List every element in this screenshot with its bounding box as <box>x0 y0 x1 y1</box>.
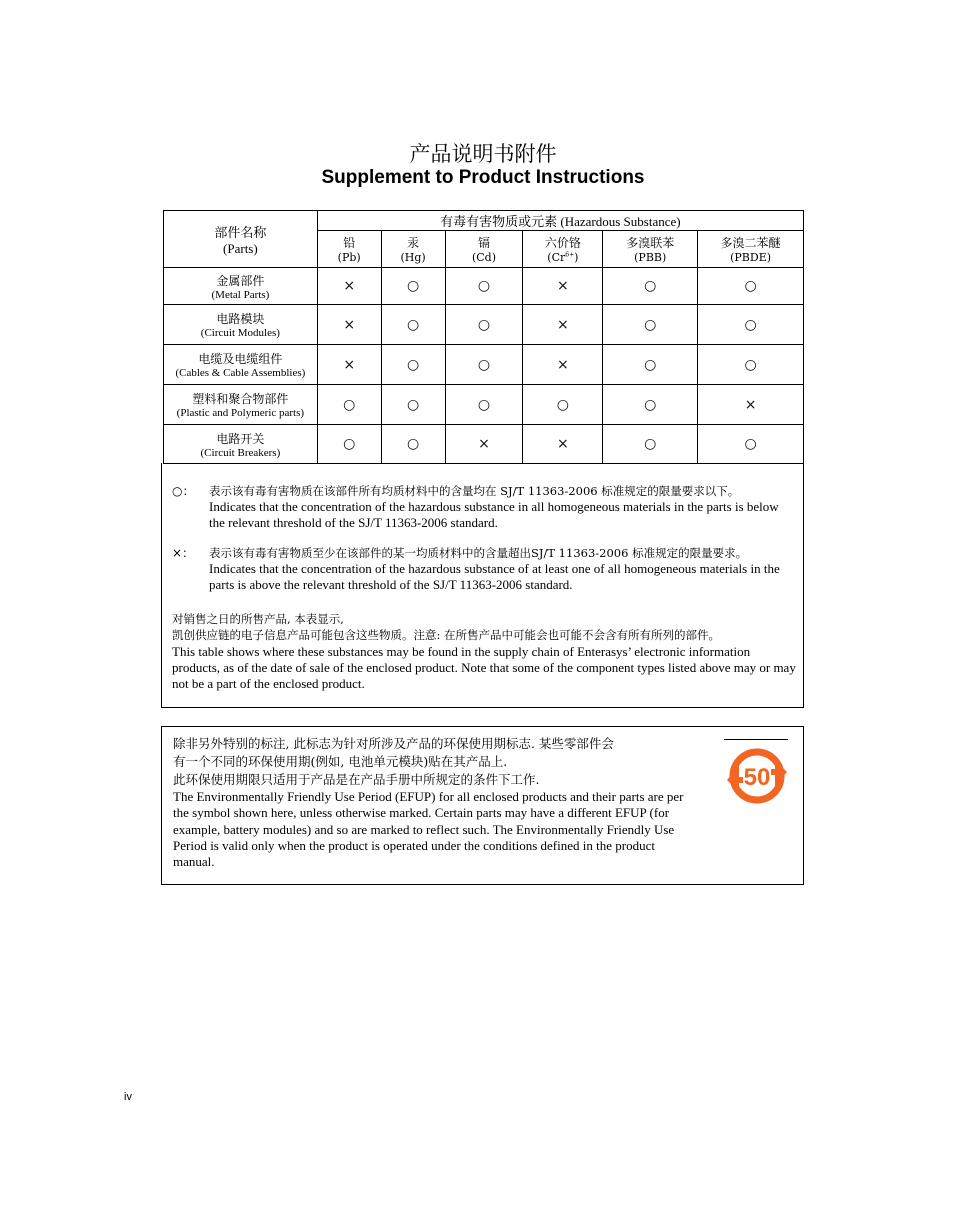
substance-cn: 镉 <box>477 236 490 250</box>
substance-status-cell: ○ <box>445 305 523 345</box>
table-row <box>164 425 804 464</box>
cross-note-cn: 表示该有毒有害物质至少在该部件的某一均质材料中的含量超出SJ/T 11363-2006 标准规定的限量要求。 <box>209 546 748 560</box>
substance-symbol: (PBDE) <box>730 251 772 264</box>
substance-status-cell: ○ <box>698 345 804 385</box>
substance-status-cell: × <box>445 425 523 464</box>
efup-logo-number: 50 <box>743 764 771 791</box>
substance-status-cell: ○ <box>381 425 445 464</box>
part-name-cn: 金属部件 <box>216 273 265 288</box>
efup-cn-2: 有一个不同的环保使用期(例如, 电池单元模块)贴在其产品上. <box>173 754 508 769</box>
substance-cn: 铅 <box>343 236 356 250</box>
substance-status-cell: ○ <box>603 425 698 464</box>
substance-status-cell: ○ <box>603 385 698 425</box>
substance-symbol: $(Cr^{6+})$ <box>547 251 579 264</box>
substance-status-cell: × <box>317 268 381 305</box>
substance-status-cell: ○ <box>317 385 381 425</box>
table-row <box>164 385 804 425</box>
hazard-header <box>317 211 803 231</box>
circle-note <box>172 483 797 531</box>
parts-header-cell <box>164 211 318 268</box>
substance-status-cell: ○ <box>445 345 523 385</box>
substance-status-cell: ○ <box>698 425 804 464</box>
part-name-cell <box>164 425 318 464</box>
substance-status-cell: ○ <box>698 305 804 345</box>
part-name-en: (Metal Parts) <box>211 288 270 301</box>
efup-logo-rule <box>724 739 788 740</box>
substance-status-cell: × <box>317 345 381 385</box>
sale-note <box>172 611 797 692</box>
page-title-en: Supplement to Product Instructions <box>321 167 645 188</box>
page-number: iv <box>124 1091 132 1103</box>
part-name-cell <box>164 268 318 305</box>
substance-symbol: (Hg) <box>400 251 426 264</box>
substance-symbol: (PBB) <box>634 251 667 264</box>
substance-status-cell: ○ <box>445 385 523 425</box>
circle-mark: ○： <box>172 484 195 498</box>
substance-status-cell: × <box>523 305 603 345</box>
cross-mark: ×： <box>172 546 195 560</box>
efup-cn-1: 除非另外特别的标注, 此标志为针对所涉及产品的环保使用期标志. 某些零部件会 <box>173 736 614 751</box>
part-name-en: (Circuit Breakers) <box>200 446 281 459</box>
substance-header <box>603 231 698 268</box>
substance-symbol: (Cd) <box>471 251 496 264</box>
sale-note-cn-2: 凯创供应链的电子信息产品可能包含这些物质。注意: 在所售产品中可能会也可能不会含有所有所列的部件。 <box>172 628 721 642</box>
substance-status-cell: ○ <box>603 345 698 385</box>
hazard-header-text: 有毒有害物质或元素 (Hazardous Substance) <box>440 214 681 229</box>
substance-status-cell: ○ <box>603 305 698 345</box>
substance-header <box>381 231 445 268</box>
cross-note-en: Indicates that the concentration of the hazardous substance of at least one of all homogeneous materials in the parts is above the relevant threshold of the SJ/T 11363-2006 standard. <box>209 561 780 592</box>
hazardous-substance-table <box>163 210 804 464</box>
part-name-cell <box>164 345 318 385</box>
part-name-en: (Circuit Modules) <box>200 327 280 339</box>
substance-status-cell: ○ <box>445 268 523 305</box>
substance-status-cell: × <box>523 268 603 305</box>
substance-status-cell: × <box>523 425 603 464</box>
substance-status-cell: ○ <box>381 345 445 385</box>
parts-header-en: (Parts) <box>223 240 258 256</box>
substance-cn: 汞 <box>407 236 420 250</box>
substance-header <box>445 231 523 268</box>
page-title-cn: 产品说明书附件 <box>409 142 557 166</box>
efup-cn-3: 此环保使用期限只适用于产品是在产品手册中所规定的条件下工作. <box>173 772 540 787</box>
substance-status-cell: ○ <box>317 425 381 464</box>
substance-cn: 多溴二苯醚 <box>720 236 781 250</box>
substance-status-cell: ○ <box>381 385 445 425</box>
part-name-cn: 电路开关 <box>216 431 265 446</box>
part-name-cn: 电缆及电缆组件 <box>198 352 283 366</box>
substance-status-cell: ○ <box>381 268 445 305</box>
table-row <box>164 268 804 305</box>
substance-status-cell: × <box>698 385 804 425</box>
efup-en: The Environmentally Friendly Use Period (EFUP) for all enclosed products and their parts are per the symbol shown here, unless otherwise marked. Certain parts may have a different EFUP (for example, battery modules) and so are marked to reflect such. The Environmentally Friendly Use Period is valid only when the product is operated under the conditions defined in the product manual. <box>173 789 684 870</box>
table-row <box>164 345 804 385</box>
part-name-en: (Plastic and Polymeric parts) <box>176 407 305 419</box>
substance-status-cell: × <box>317 305 381 345</box>
part-name-cn: 塑料和聚合物部件 <box>192 392 289 406</box>
substance-status-cell: ○ <box>603 268 698 305</box>
sale-note-cn-1: 对销售之日的所售产品, 本表显示, <box>172 612 344 626</box>
table-row <box>164 305 804 345</box>
substance-cn: 六价铬 <box>544 236 581 250</box>
circle-note-cn: 表示该有毒有害物质在该部件所有均质材料中的含量均在 SJ/T 11363-2006 标准规定的限量要求以下。 <box>209 484 740 498</box>
substance-cn: 多溴联苯 <box>626 236 675 250</box>
substance-header <box>698 231 804 268</box>
part-name-cell <box>164 385 318 425</box>
cross-note <box>172 545 797 593</box>
efup-box <box>161 726 804 885</box>
substance-header <box>523 231 603 268</box>
substance-status-cell: ○ <box>381 305 445 345</box>
sale-note-en: This table shows where these substances may be found in the supply chain of Enterasys’ electronic information products, as of the date of sale of the enclosed product. Note that some of the component types listed above may or may not be a part of the enclosed product. <box>172 644 796 691</box>
part-name-en: (Cables & Cable Assemblies) <box>175 367 306 379</box>
substance-status-cell: ○ <box>698 268 804 305</box>
notes-box <box>161 463 804 708</box>
substance-status-cell: ○ <box>523 385 603 425</box>
part-name-cn: 电路模块 <box>216 312 265 326</box>
part-name-cell <box>164 305 318 345</box>
circle-note-en: Indicates that the concentration of the hazardous substance in all homogeneous materials in the parts is below the relevant threshold of the SJ/T 11363-2006 standard. <box>209 499 779 530</box>
efup-50-logo-icon <box>725 744 789 808</box>
substance-symbol: (Pb) <box>337 251 361 264</box>
parts-header-cn: 部件名称 <box>214 225 267 241</box>
substance-superscript: 6+ <box>565 251 575 259</box>
substance-status-cell: × <box>523 345 603 385</box>
substance-header <box>317 231 381 268</box>
